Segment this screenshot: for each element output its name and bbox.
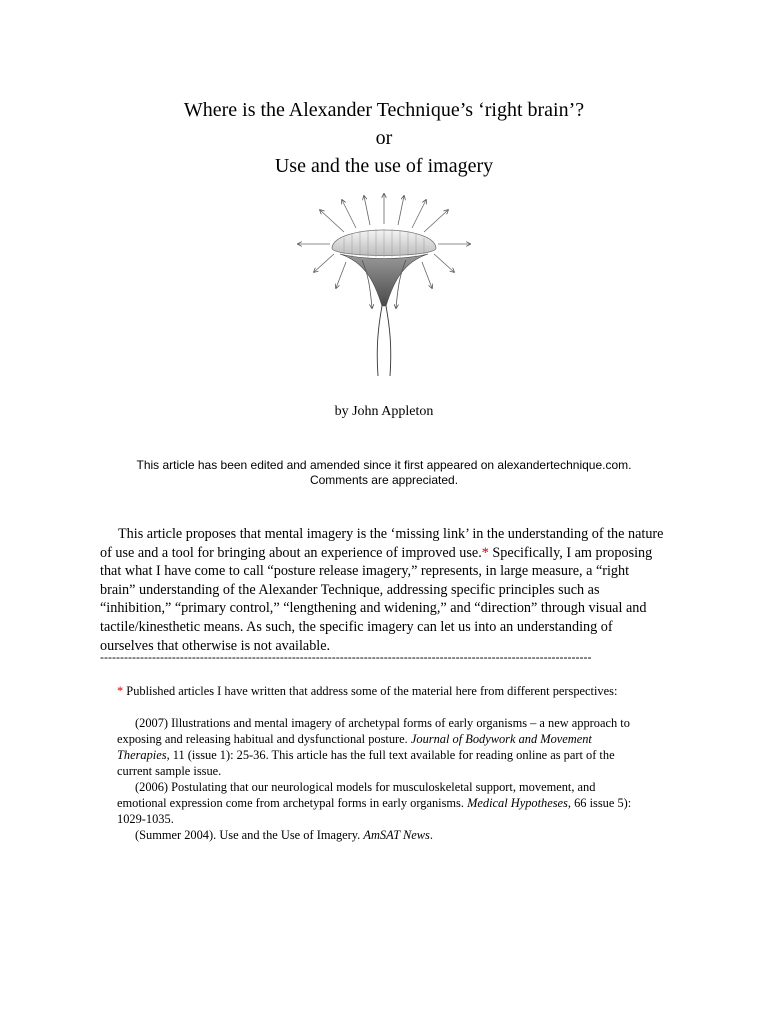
footnote-marker: * [481, 544, 489, 561]
footnote-intro-text: Published articles I have written that address some of the material here from different perspectives: [123, 684, 618, 698]
jellyfish-illustration-icon [294, 188, 474, 380]
title-line-3: Use and the use of imagery [274, 155, 494, 177]
divider-line: --------------------------------------------------------------------------------------------------------------------------- [100, 650, 592, 664]
reference-text: (2007) Illustrations and mental imagery of archetypal forms of early organisms – a new approach to exposing and releasing habitual and dysfunctional posture. [117, 716, 630, 746]
reference-2004 [117, 827, 647, 843]
reference-text: . [429, 828, 433, 842]
abstract-text-1: This article proposes that mental imagery is the ‘missing link’ in the understanding of the nature of use and a tool for bringing about an experience of improved use. [100, 526, 664, 561]
reference-text: , 66 issue 5): 1029-1035. [117, 796, 632, 826]
reference-2006 [117, 779, 647, 827]
reference-text: (Summer 2004). Use and the Use of Imagery. [135, 828, 364, 842]
byline: by John Appleton [334, 404, 434, 419]
journal-name: AmSAT News [363, 828, 430, 842]
footnote [117, 683, 647, 843]
footnote-intro [117, 683, 647, 699]
journal-name: Medical Hypotheses [467, 796, 568, 810]
journal-name: Journal of Bodywork and Movement Therapies [117, 732, 592, 762]
edit-notice [0, 458, 768, 488]
reference-text: , 11 (issue 1): 25-36. This article has the full text available for reading online as part of the current sample issue. [117, 748, 615, 778]
footnote-star: * [117, 684, 124, 698]
abstract-paragraph [100, 525, 666, 655]
reference-2007 [117, 715, 647, 779]
title-line-1: Where is the Alexander Technique’s ‘right brain’? [183, 99, 585, 121]
document-title [0, 96, 768, 180]
edit-notice-line-1: This article has been edited and amended since it first appeared on alexandertechnique.com. [136, 458, 632, 472]
abstract-text-2: Specifically, I am proposing that what I have come to call “posture release imagery,” represents, in large measure, a “right brain” understanding of the Alexander Technique, addressing specific principles such as “inhibition,” “primary control,” “lengthening and widening,” and “direction” through visual and tactile/kinesthetic means. As such, the specific imagery can let us into an understanding of ourselves that otherwise is not available. [100, 544, 653, 654]
edit-notice-line-2: Comments are appreciated. [309, 473, 459, 487]
title-line-2: or [375, 127, 393, 149]
reference-text: (2006) Postulating that our neurological models for musculoskeletal support, movement, and emotional expression come from archetypal forms in early organisms. [117, 780, 596, 810]
